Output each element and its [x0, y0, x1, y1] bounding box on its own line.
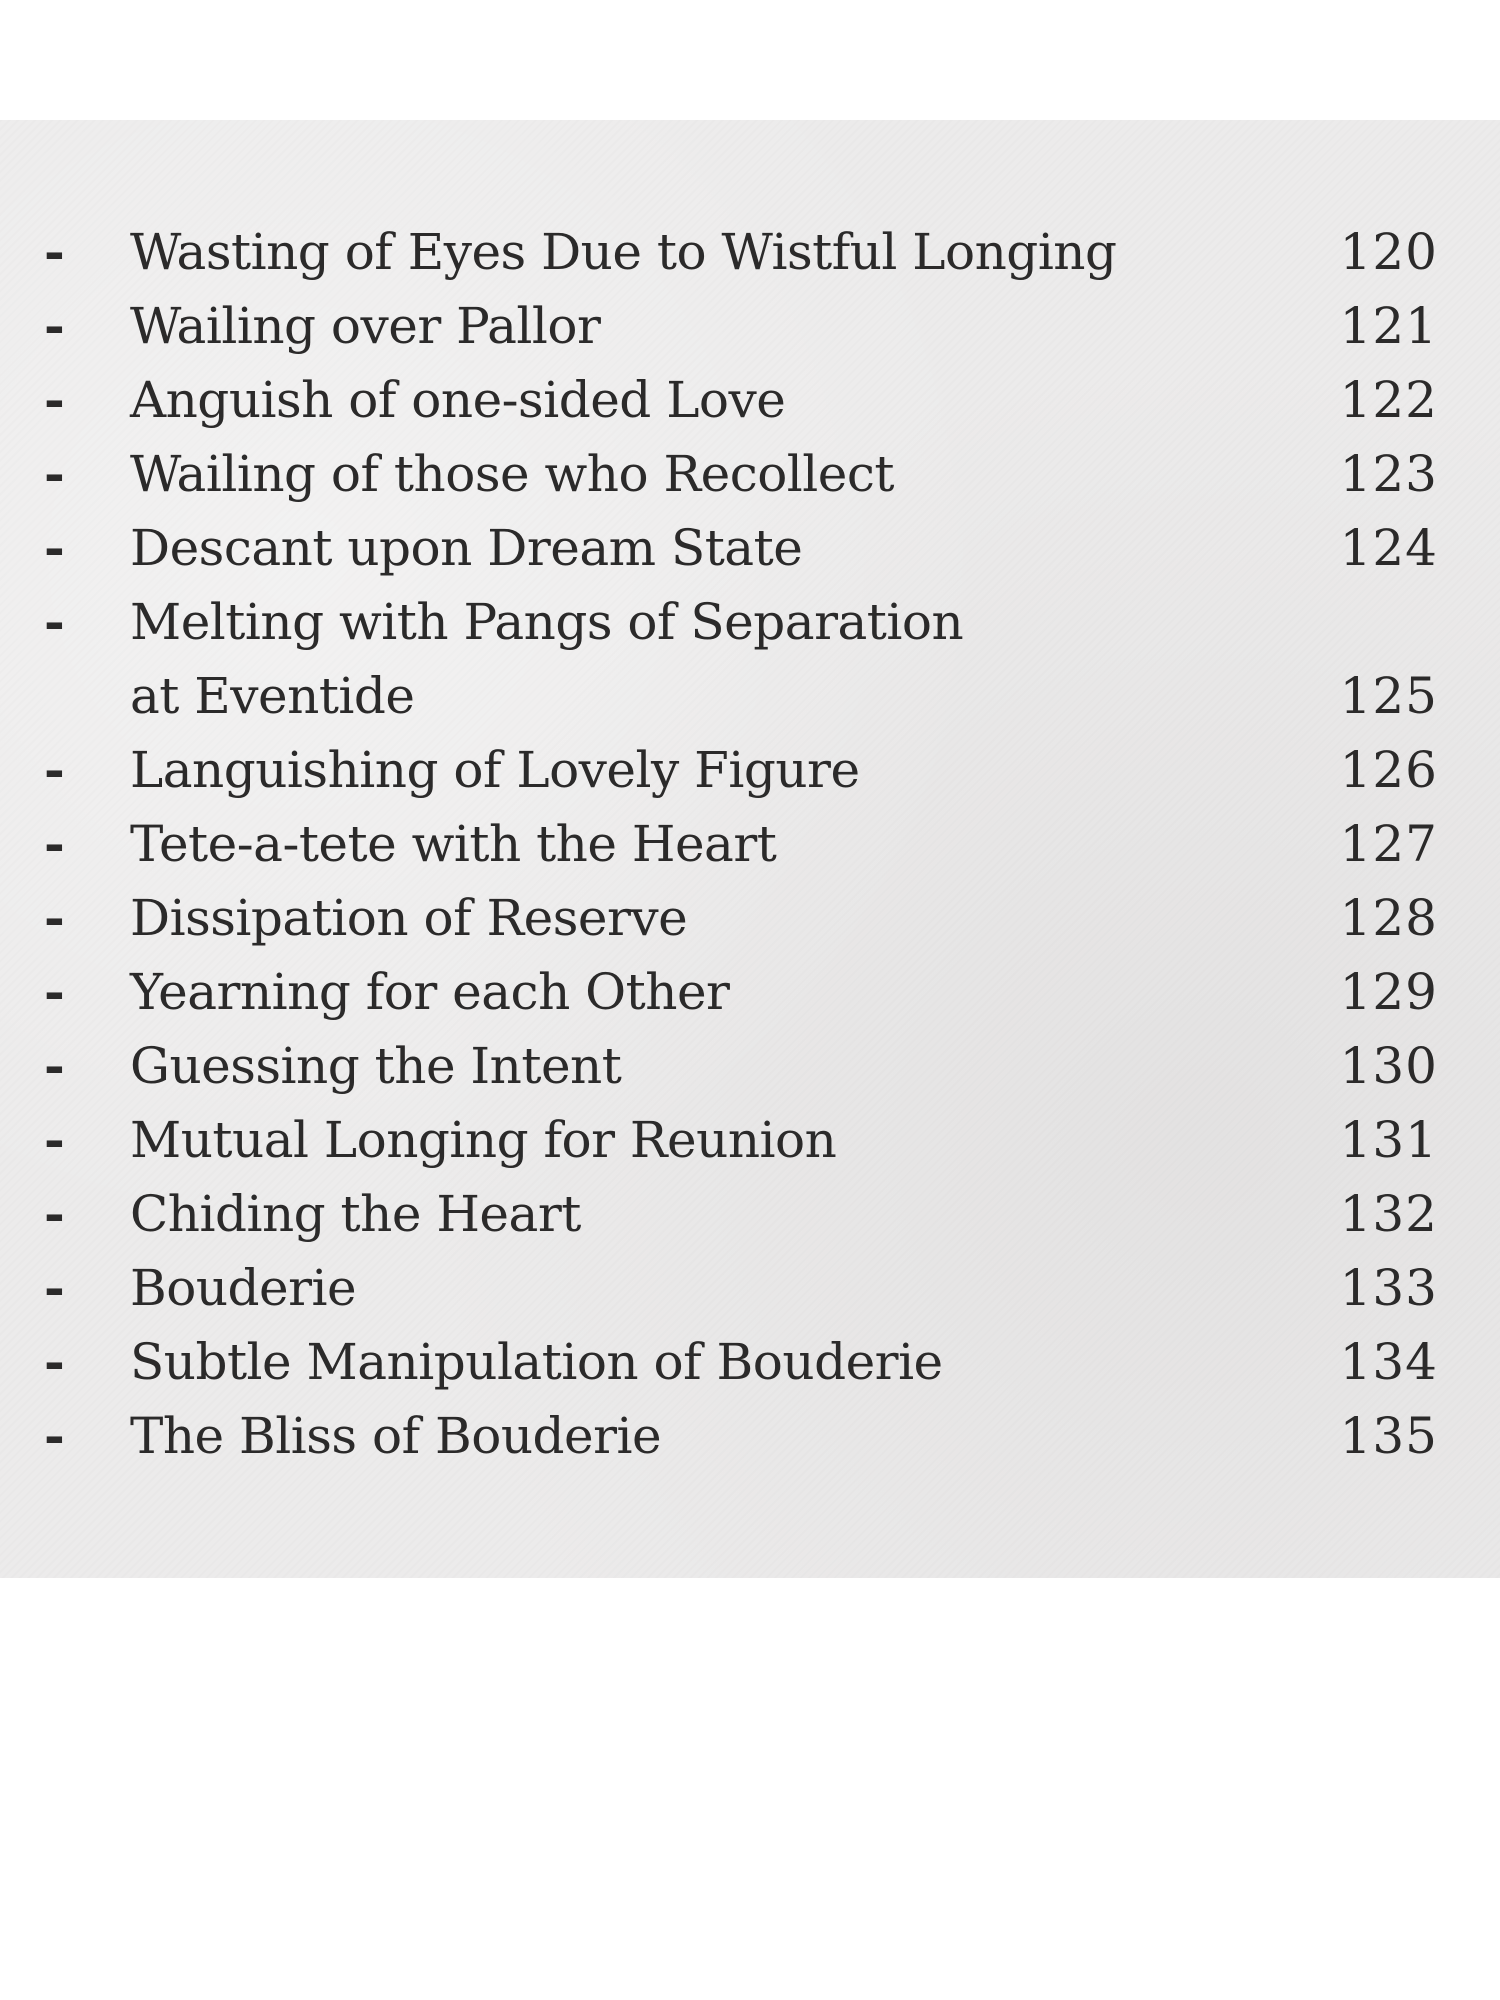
toc-dash: -	[44, 296, 65, 355]
toc-title: Chiding the Heart	[130, 1185, 581, 1243]
toc-dash: -	[44, 962, 65, 1021]
toc-page-number: 126	[1339, 741, 1438, 799]
toc-page-number: 132	[1339, 1185, 1438, 1243]
toc-entry	[0, 1399, 1500, 1473]
toc-entry	[0, 437, 1500, 511]
toc-dash: -	[44, 370, 65, 429]
toc-entry	[0, 807, 1500, 881]
toc-dash: -	[44, 592, 65, 651]
toc-title: Anguish of one-sided Love	[130, 371, 786, 429]
table-of-contents	[0, 215, 1500, 1473]
toc-title: Guessing the Intent	[130, 1037, 622, 1095]
toc-entry	[0, 1325, 1500, 1399]
toc-entry	[0, 1103, 1500, 1177]
toc-title: The Bliss of Bouderie	[130, 1407, 662, 1465]
toc-page-number: 125	[1339, 667, 1438, 725]
toc-title: Dissipation of Reserve	[130, 889, 688, 947]
toc-title: Yearning for each Other	[130, 963, 730, 1021]
toc-page-number: 133	[1339, 1259, 1438, 1317]
toc-dash: -	[44, 1036, 65, 1095]
toc-page-number: 131	[1339, 1111, 1438, 1169]
toc-dash: -	[44, 222, 65, 281]
toc-entry	[0, 511, 1500, 585]
toc-entry	[0, 289, 1500, 363]
toc-entry	[0, 955, 1500, 1029]
toc-entry	[0, 881, 1500, 955]
toc-page-number: 124	[1339, 519, 1438, 577]
toc-title-continuation: at Eventide	[130, 667, 415, 725]
toc-dash: -	[44, 1258, 65, 1317]
toc-title: Melting with Pangs of Separation	[130, 593, 964, 651]
toc-page-number: 123	[1339, 445, 1438, 503]
toc-entry	[0, 363, 1500, 437]
toc-dash: -	[44, 518, 65, 577]
toc-title: Wailing over Pallor	[130, 297, 601, 355]
toc-page-number: 134	[1339, 1333, 1438, 1391]
toc-page-number: 135	[1339, 1407, 1438, 1465]
toc-title: Wasting of Eyes Due to Wistful Longing	[130, 223, 1117, 281]
toc-dash: -	[44, 814, 65, 873]
toc-title: Mutual Longing for Reunion	[130, 1111, 837, 1169]
toc-title: Descant upon Dream State	[130, 519, 803, 577]
toc-page-number: 130	[1339, 1037, 1438, 1095]
toc-page-number: 127	[1339, 815, 1438, 873]
toc-title: Bouderie	[130, 1259, 357, 1317]
toc-dash: -	[44, 1406, 65, 1465]
toc-page-number: 121	[1339, 297, 1438, 355]
toc-entry	[0, 1251, 1500, 1325]
toc-page-number: 129	[1339, 963, 1438, 1021]
toc-dash: -	[44, 444, 65, 503]
toc-dash: -	[44, 888, 65, 947]
toc-title: Languishing of Lovely Figure	[130, 741, 860, 799]
toc-entry	[0, 733, 1500, 807]
toc-dash: -	[44, 1110, 65, 1169]
toc-entry	[0, 215, 1500, 289]
toc-dash: -	[44, 1184, 65, 1243]
toc-entry	[0, 585, 1500, 733]
toc-title: Wailing of those who Recollect	[130, 445, 894, 503]
toc-page-number: 120	[1339, 223, 1438, 281]
toc-page-number: 128	[1339, 889, 1438, 947]
scanned-page	[0, 120, 1500, 1578]
toc-title: Subtle Manipulation of Bouderie	[130, 1333, 943, 1391]
toc-title: Tete-a-tete with the Heart	[130, 815, 777, 873]
toc-page-number: 122	[1339, 371, 1438, 429]
toc-entry	[0, 1029, 1500, 1103]
toc-dash: -	[44, 1332, 65, 1391]
toc-entry	[0, 1177, 1500, 1251]
toc-dash: -	[44, 740, 65, 799]
